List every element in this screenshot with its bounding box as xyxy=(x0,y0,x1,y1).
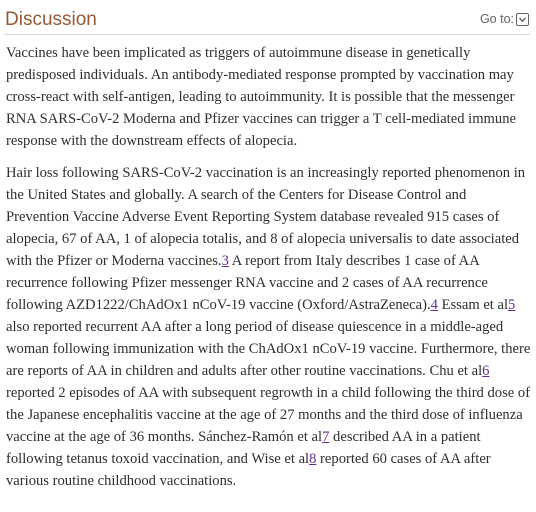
section-header xyxy=(0,0,536,40)
paragraph-2-text-3: Essam et al xyxy=(437,297,509,313)
paragraph-2-text-7: reported 60 cases of AA after various routine childhood vaccinations. xyxy=(6,451,491,489)
goto-label: Go to: xyxy=(479,12,514,26)
paragraph-2-text-5: reported 2 episodes of AA with subsequent regrowth in a child following the third dose of the Japanese encephalitis vaccine at the age of 27 months and the third dose of influenza vaccine at the age of 36 months. Sánchez-Ramón et al xyxy=(6,385,531,445)
reference-link-4[interactable]: 4 xyxy=(430,297,438,313)
paragraph-2-text-4: also reported recurrent AA after a long period of disease quiescence in a middle-aged woman following immunization with the ChAdOx1 nCoV-19 vaccine. Furthermore, there are reports of AA in children and adults after other routine vaccinations. Chu et al xyxy=(6,319,531,379)
goto-menu[interactable] xyxy=(480,12,529,26)
reference-link-8[interactable]: 8 xyxy=(309,451,317,467)
paragraph-1: Vaccines have been implicated as triggers of autoimmune disease in genetically predisposed individuals. An antibody-mediated response prompted by vaccination may cross-react with self-antigen, leading to autoimmunity. It is possible that the messenger RNA SARS-CoV-2 Moderna and Pfizer vaccines can trigger a T cell-mediated immune response with the downstream effects of alopecia. xyxy=(6,45,516,149)
article-body xyxy=(6,42,532,502)
reference-link-5[interactable]: 5 xyxy=(508,297,516,313)
chevron-down-box-icon xyxy=(516,13,529,26)
paragraph-2-text-6: described AA in a patient following tetanus toxoid vaccination, and Wise et al xyxy=(6,429,481,467)
paragraph-2-text-1: Hair loss following SARS-CoV-2 vaccination is an increasingly reported phenomenon in the United States and globally. A search of the Centers for Disease Control and Prevention Vaccine Adverse Event Reporting System database revealed 915 cases of alopecia, 67 of AA, 1 of alopecia totalis, and 8 of alopecia universalis to date associated with the Pfizer or Moderna vaccines. xyxy=(6,165,526,269)
header-divider xyxy=(4,34,530,35)
paragraph-2 xyxy=(6,162,532,492)
reference-link-3[interactable]: 3 xyxy=(221,253,229,269)
reference-link-6[interactable]: 6 xyxy=(482,363,490,379)
paragraph-2-text-2: A report from Italy describes 1 case of AA recurrence following Pfizer messenger RNA vaccine and 2 cases of AA recurrence following AZD1222/ChAdOx1 nCoV-19 vaccine (Oxford/AstraZeneca). xyxy=(6,253,488,313)
section-title: Discussion xyxy=(5,9,97,30)
reference-link-7[interactable]: 7 xyxy=(322,429,330,445)
